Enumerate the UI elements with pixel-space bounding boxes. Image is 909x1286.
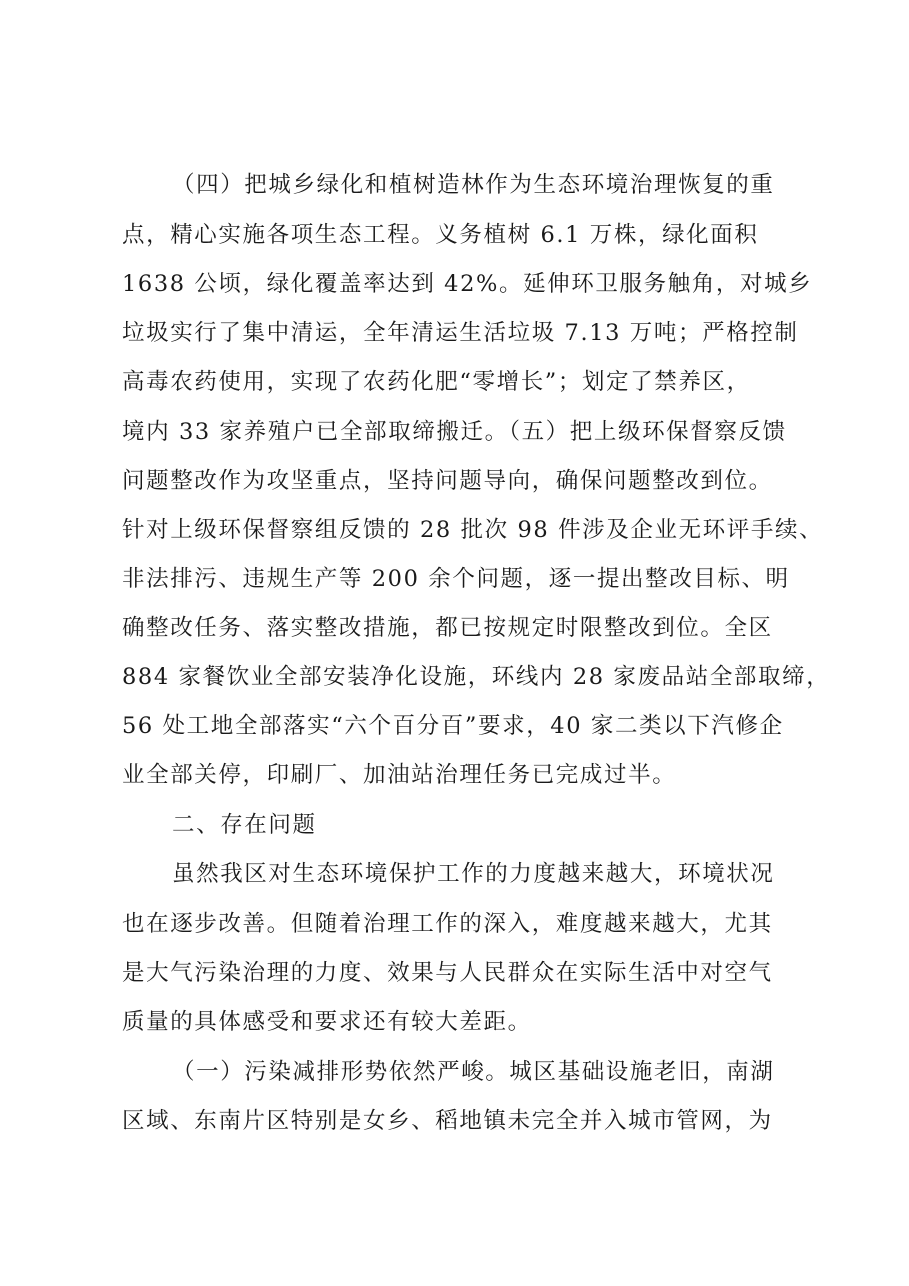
paragraph-line: 高毒农药使用，实现了农药化肥“零增长”；划定了禁养区， bbox=[122, 369, 751, 395]
paragraph-line: 虽然我区对生态环境保护工作的力度越来越大，环境状况 bbox=[172, 861, 775, 887]
paragraph-line: 56 处工地全部落实“六个百分百”要求，40 家二类以下汽修企 bbox=[122, 713, 784, 739]
paragraph-line: 是大气污染治理的力度、效果与人民群众在实际生活中对空气 bbox=[122, 960, 773, 986]
paragraph-line: 境内 33 家养殖户已全部取缔搬迁。（五）把上级环保督察反馈 bbox=[122, 419, 787, 445]
paragraph-line: 884 家餐饮业全部安装净化设施，环线内 28 家废品站全部取缔， bbox=[122, 664, 831, 690]
paragraph-line: 质量的具体感受和要求还有较大差距。 bbox=[122, 1009, 532, 1035]
paragraph-line: 确整改任务、落实整改措施，都已按规定时限整改到位。全区 bbox=[122, 615, 773, 641]
section-heading: 二、存在问题 bbox=[172, 812, 317, 838]
paragraph-line: 垃圾实行了集中清运，全年清运生活垃圾 7.13 万吨；严格控制 bbox=[122, 320, 799, 346]
paragraph-line: 区域、东南片区特别是女乡、稻地镇未完全并入城市管网，为 bbox=[122, 1108, 773, 1134]
paragraph-line: （一）污染减排形势依然严峻。城区基础设施老旧，南湖 bbox=[172, 1059, 775, 1085]
paragraph-line: 也在逐步改善。但随着治理工作的深入，难度越来越大，尤其 bbox=[122, 911, 773, 937]
paragraph-line: 1638 公顷，绿化覆盖率达到 42%。延伸环卫服务触角，对城乡 bbox=[122, 271, 813, 297]
paragraph-line: 业全部关停，印刷厂、加油站治理任务已完成过半。 bbox=[122, 762, 677, 788]
paragraph-line: （四）把城乡绿化和植树造林作为生态环境治理恢复的重 bbox=[172, 172, 775, 198]
paragraph-line: 针对上级环保督察组反馈的 28 批次 98 件涉及企业无环评手续、 bbox=[122, 517, 824, 543]
paragraph-line: 问题整改作为攻坚重点，坚持问题导向，确保问题整改到位。 bbox=[122, 468, 773, 494]
paragraph-line: 非法排污、违规生产等 200 余个问题，逐一提出整改目标、明 bbox=[122, 566, 790, 592]
paragraph-line: 点，精心实施各项生态工程。义务植树 6.1 万株，绿化面积 bbox=[122, 222, 759, 248]
